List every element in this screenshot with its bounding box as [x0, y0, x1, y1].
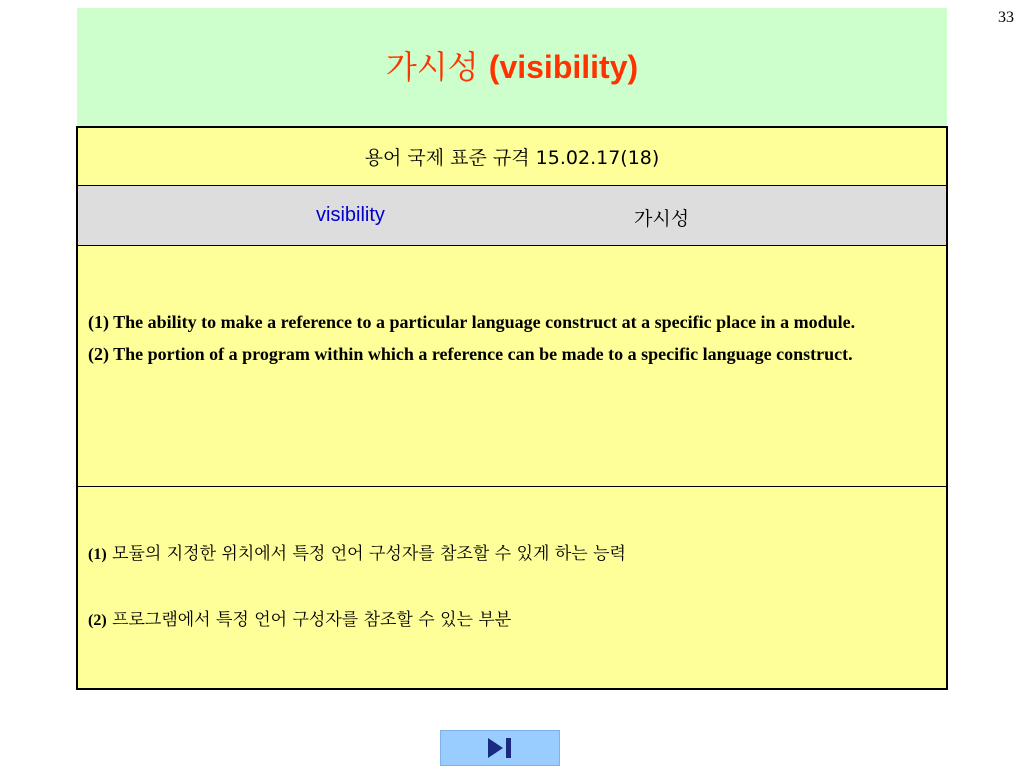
term-row [78, 186, 946, 246]
slide-title [386, 42, 638, 88]
definition-en-item: (1) The ability to make a reference to a particular language construct at a specific place in a module. [88, 312, 856, 332]
definition-text: 프로그램에서 특정 언어 구성자를 참조할 수 있는 부분 [112, 610, 512, 630]
english-definitions [78, 246, 946, 487]
definition-ko-item [88, 538, 936, 571]
next-slide-button[interactable] [440, 730, 560, 766]
standard-header-row [78, 128, 946, 186]
term-korean: 가시성 [634, 208, 690, 230]
title-korean: 가시성 [385, 48, 479, 86]
title-latin: (visibility) [488, 49, 639, 85]
skip-to-end-icon [484, 735, 516, 761]
term-english: visibility [316, 204, 385, 226]
term-definition-table [76, 126, 948, 690]
definition-en-item: (2) The portion of a program within which a reference can be made to a specific language construct. [88, 344, 853, 364]
definition-ko-item [88, 604, 936, 637]
korean-definitions [78, 487, 946, 688]
standard-header: 용어 국제 표준 규격 15.02.17(18) [364, 147, 660, 169]
definition-text: 모듈의 지정한 위치에서 특정 언어 구성자를 참조할 수 있게 하는 능력 [112, 544, 626, 564]
definition-number: (2) [88, 612, 107, 629]
definition-number: (1) [88, 546, 107, 563]
title-banner [77, 8, 947, 128]
page-number: 33 [998, 9, 1014, 26]
